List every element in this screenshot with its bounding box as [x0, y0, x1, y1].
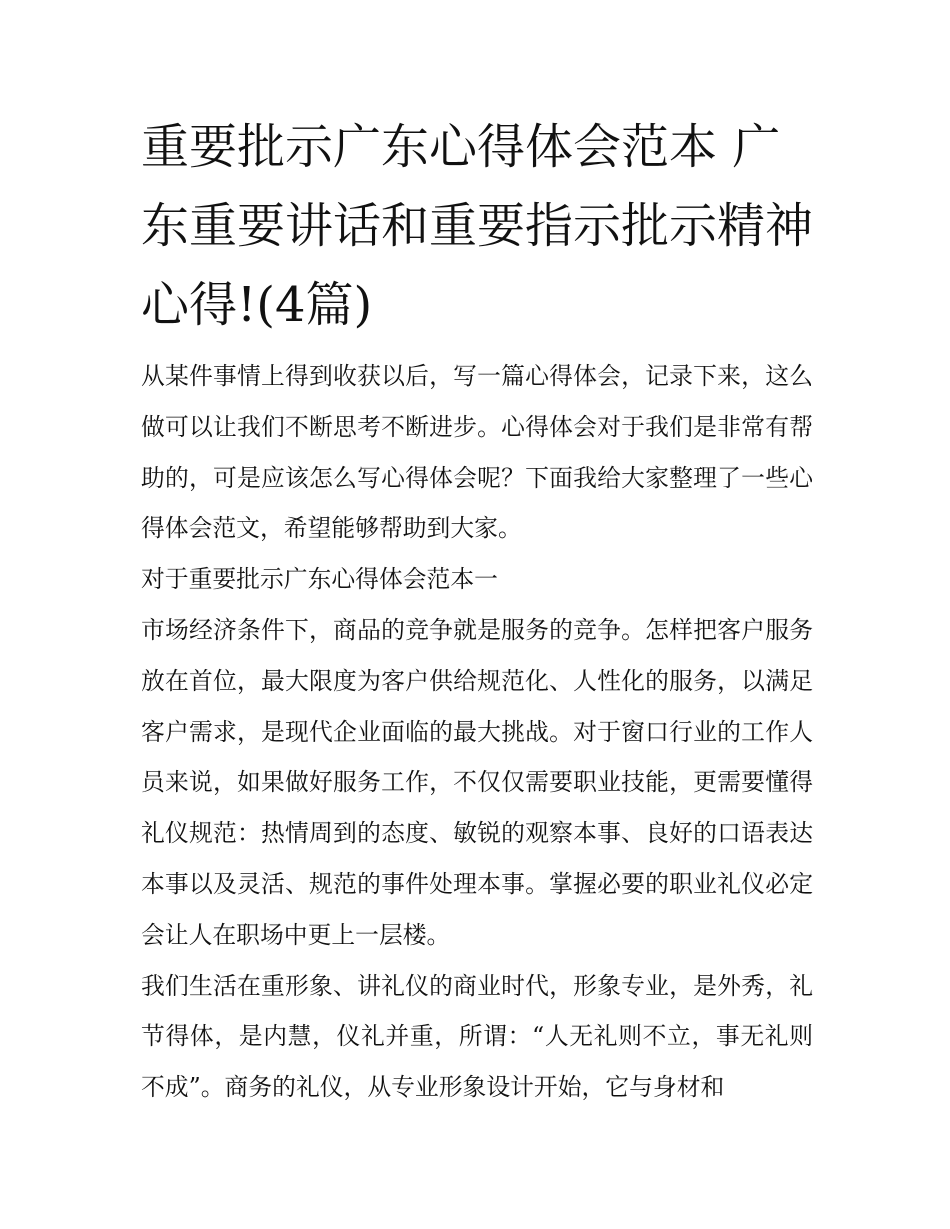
- section-heading: 对于重要批示广东心得体会范本一: [141, 565, 498, 594]
- body-paragraph-2: 我们生活在重形象、讲礼仪的商业时代，形象专业，是外秀，礼节得体，是内慧，仪礼并重，所谓：“人无礼则不立，事无礼则不成”。商务的礼仪，从专业形象设计开始，它与身材和: [141, 971, 813, 1102]
- document-page: [141, 108, 813, 1113]
- body-paragraph-1: 市场经济条件下，商品的竞争就是服务的竞争。怎样把客户服务放在首位，最大限度为客户供给规范化、人性化的服务，以满足客户需求，是现代企业面临的最大挑战。对于窗口行业的工作人员来说，如果做好服务工作，不仅仅需要职业技能，更需要懂得礼仪规范：热情周到的态度、敏锐的观察本事、良好的口语表达本事以及灵活、规范的事件处理本事。掌握必要的职业礼仪必定会让人在职场中更上一层楼。: [141, 615, 813, 949]
- intro-paragraph: 从某件事情上得到收获以后，写一篇心得体会，记录下来，这么做可以让我们不断思考不断进步。心得体会对于我们是非常有帮助的，可是应该怎么写心得体会呢？下面我给大家整理了一些心得体会范文，希望能够帮助到大家。: [141, 362, 813, 543]
- document-title: 重要批示广东心得体会范本 广东重要讲话和重要指示批示精神心得!(4篇): [141, 119, 814, 333]
